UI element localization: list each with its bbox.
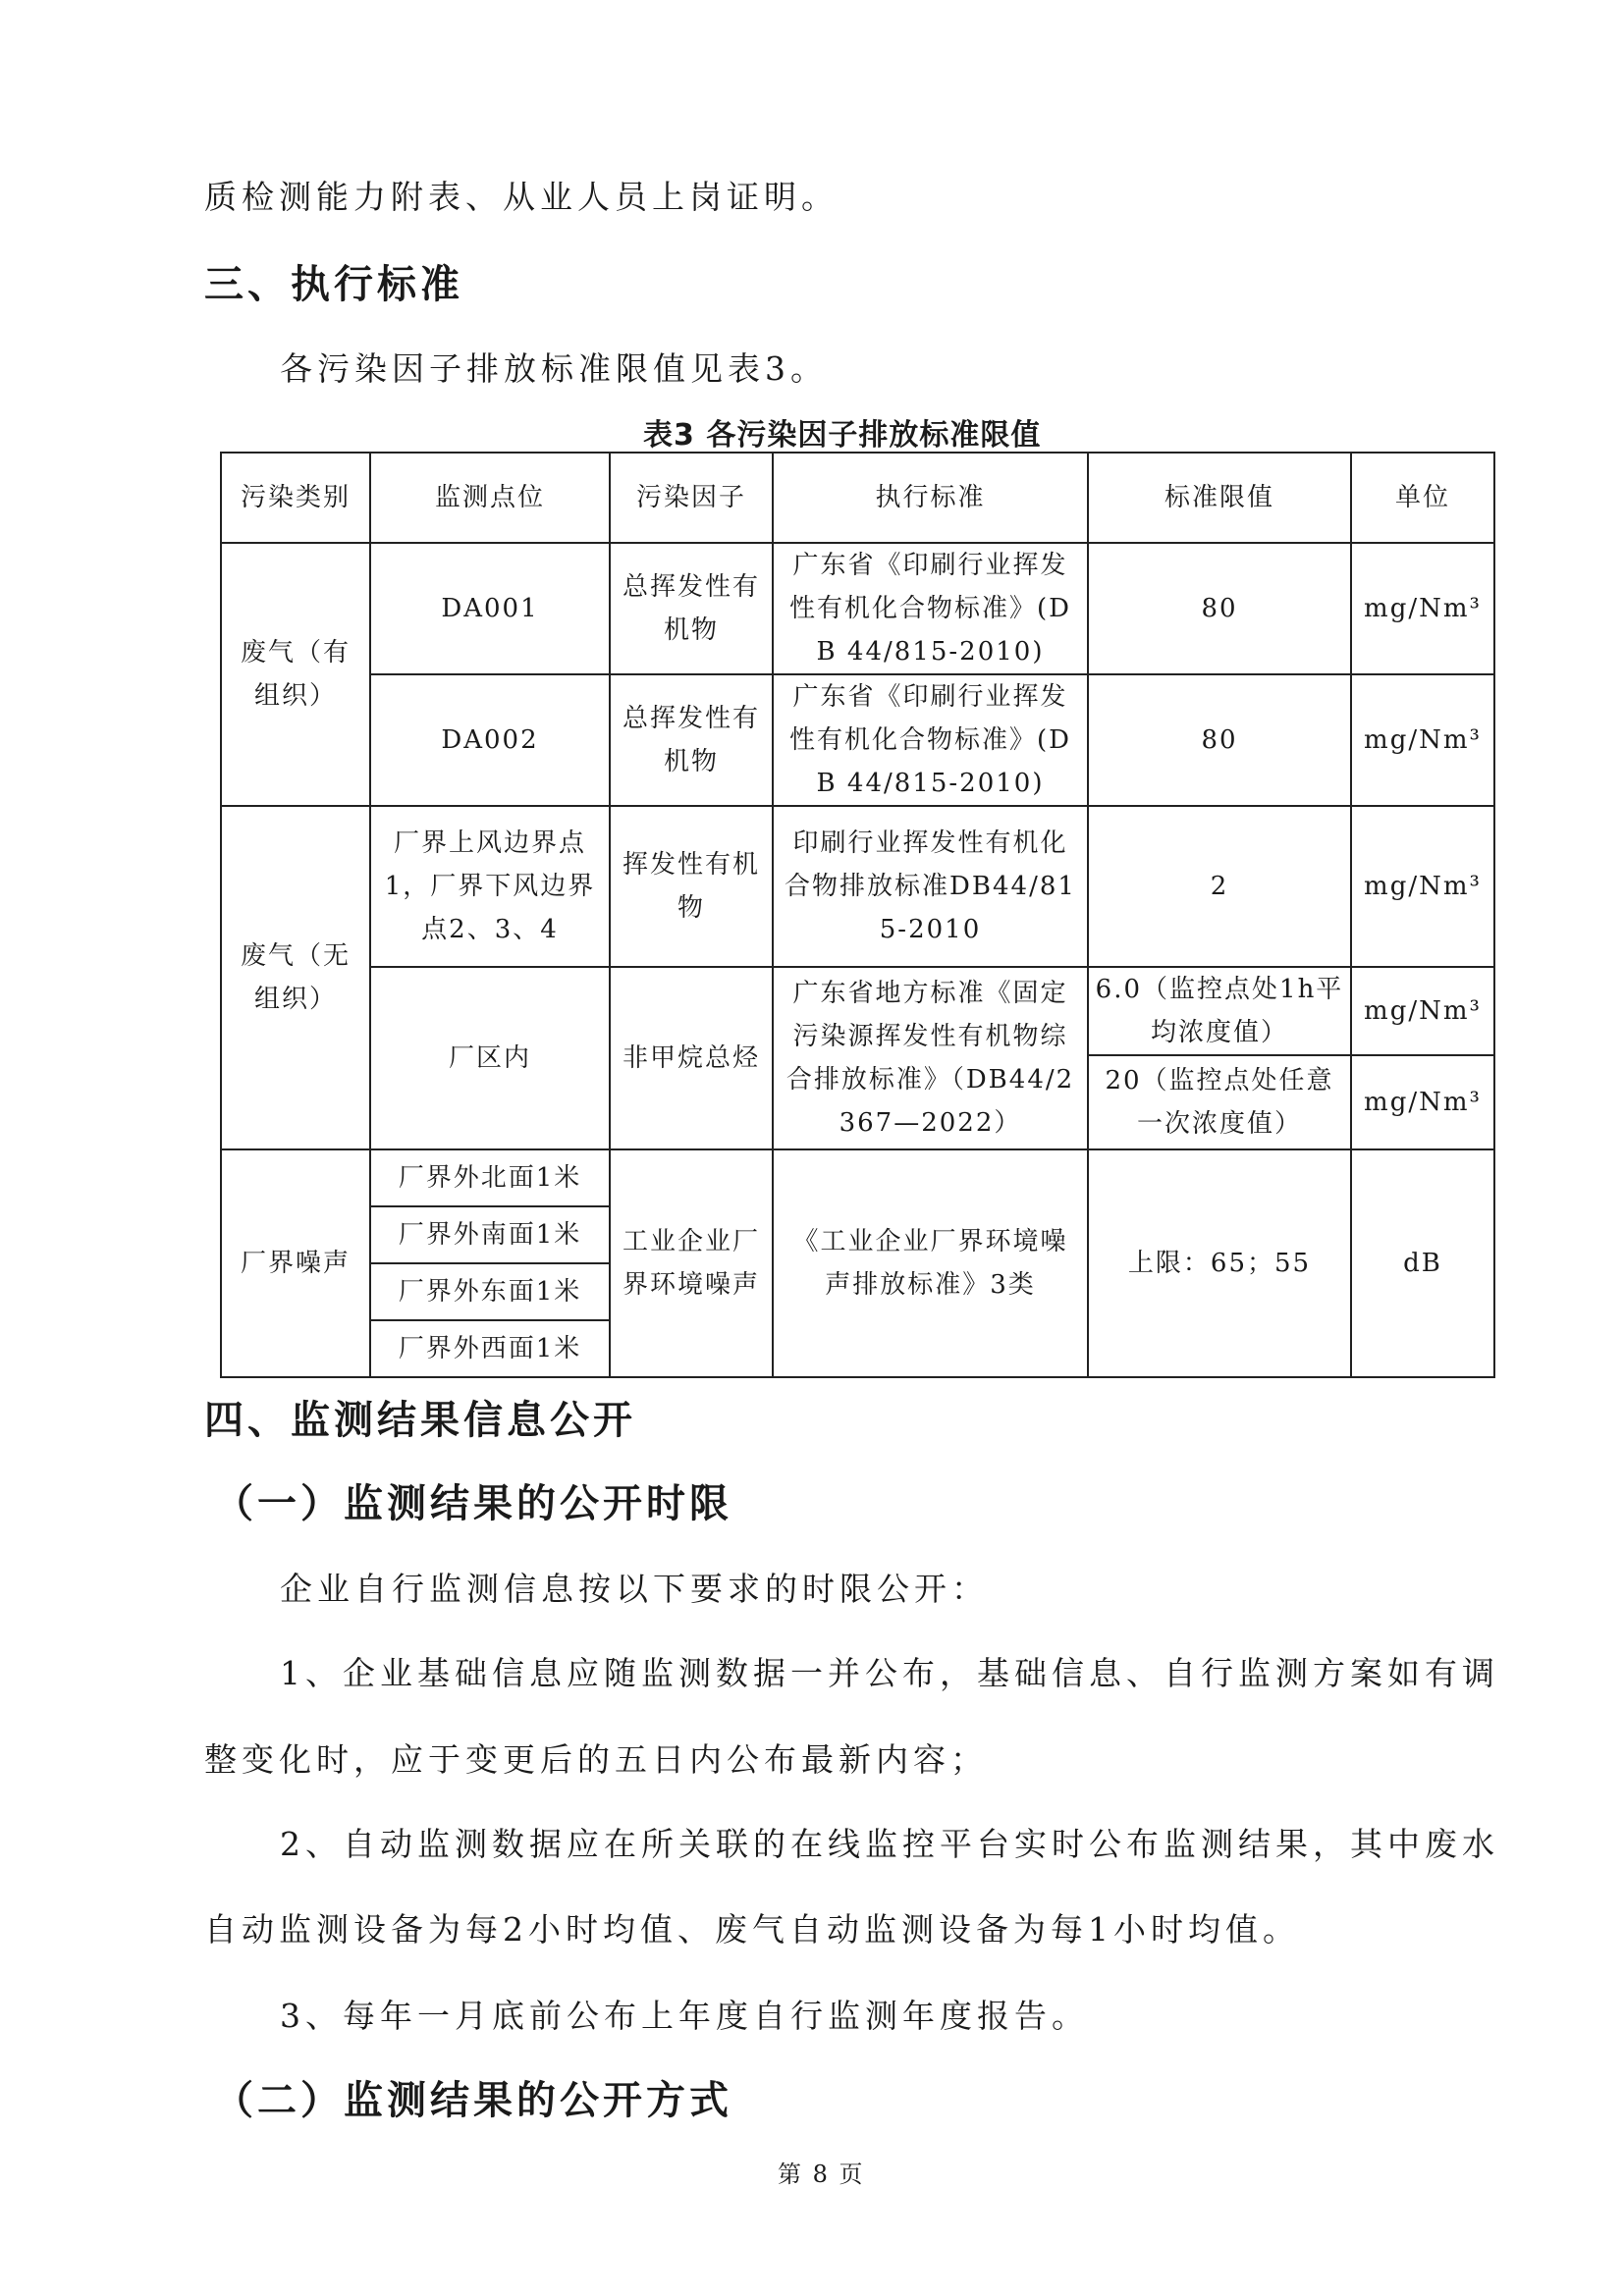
emission-standards-table (220, 452, 1495, 1378)
table-header-row (221, 453, 1494, 543)
time-limit-intro: 企业自行监测信息按以下要求的时限公开： (280, 1570, 989, 1608)
cell-category: 废气（无组织） (221, 806, 370, 1149)
cell-category: 废气（有组织） (221, 543, 370, 806)
cell-factor: 工业企业厂界环境噪声 (610, 1149, 773, 1377)
cell-factor: 总挥发性有机物 (610, 674, 773, 806)
cell-point: 厂界外西面1米 (370, 1320, 610, 1377)
page-number: 第 8 页 (778, 2161, 865, 2188)
cell-category: 厂界噪声 (221, 1149, 370, 1377)
cell-standard: 广东省《印刷行业挥发性有机化合物标准》(DB 44/815-2010) (773, 543, 1088, 674)
section-heading-disclosure: 四、监测结果信息公开 (204, 1398, 636, 1443)
header-standard: 执行标准 (773, 453, 1088, 543)
continued-paragraph: 质检测能力附表、从业人员上岗证明。 (204, 178, 839, 216)
cell-factor: 总挥发性有机物 (610, 543, 773, 674)
cell-point: DA001 (370, 543, 610, 674)
table-row (221, 674, 1494, 806)
header-limit: 标准限值 (1088, 453, 1351, 543)
cell-limit: 20（监控点处任意一次浓度值） (1088, 1055, 1351, 1149)
cell-unit: mg/Nm³ (1351, 1055, 1494, 1149)
header-factor: 污染因子 (610, 453, 773, 543)
cell-standard: 印刷行业挥发性有机化合物排放标准DB44/815-2010 (773, 806, 1088, 967)
cell-point: 厂界外东面1米 (370, 1263, 610, 1320)
cell-limit: 80 (1088, 674, 1351, 806)
subsection-heading-method: （二）监测结果的公开方式 (214, 2078, 732, 2123)
table-row (221, 1149, 1494, 1206)
cell-unit: dB (1351, 1149, 1494, 1377)
cell-point: DA002 (370, 674, 610, 806)
header-unit: 单位 (1351, 453, 1494, 543)
subsection-heading-time-limit: （一）监测结果的公开时限 (214, 1481, 732, 1526)
header-category: 污染类别 (221, 453, 370, 543)
cell-standard: 广东省地方标准《固定污染源挥发性有机物综合排放标准》（DB44/2367—2022） (773, 967, 1088, 1149)
cell-point: 厂界上风边界点1，厂界下风边界点2、3、4 (370, 806, 610, 967)
cell-unit: mg/Nm³ (1351, 967, 1494, 1055)
list-item-1-line-2: 整变化时，应于变更后的五日内公布最新内容； (204, 1740, 988, 1779)
cell-limit: 80 (1088, 543, 1351, 674)
table-row (221, 806, 1494, 967)
cell-standard: 广东省《印刷行业挥发性有机化合物标准》(DB 44/815-2010) (773, 674, 1088, 806)
cell-unit: mg/Nm³ (1351, 674, 1494, 806)
cell-unit: mg/Nm³ (1351, 806, 1494, 967)
list-item-2-line-2: 自动监测设备为每2小时均值、废气自动监测设备为每1小时均值。 (204, 1910, 1300, 1949)
table-row (221, 967, 1494, 1055)
standards-intro: 各污染因子排放标准限值见表3。 (280, 349, 828, 388)
cell-factor: 挥发性有机物 (610, 806, 773, 967)
cell-point: 厂区内 (370, 967, 610, 1149)
cell-point: 厂界外南面1米 (370, 1206, 610, 1263)
list-item-2-line-1: 2、自动监测数据应在所关联的在线监控平台实时公布监测结果，其中废水 (280, 1825, 1499, 1863)
cell-limit: 6.0（监控点处1h平均浓度值） (1088, 967, 1351, 1055)
table-row (221, 543, 1494, 674)
cell-limit: 2 (1088, 806, 1351, 967)
table-caption: 表3 各污染因子排放标准限值 (643, 418, 1042, 453)
list-item-1-line-1: 1、企业基础信息应随监测数据一并公布，基础信息、自行监测方案如有调 (280, 1654, 1499, 1692)
header-point: 监测点位 (370, 453, 610, 543)
cell-limit: 上限：65；55 (1088, 1149, 1351, 1377)
cell-standard: 《工业企业厂界环境噪声排放标准》3类 (773, 1149, 1088, 1377)
cell-factor: 非甲烷总烃 (610, 967, 773, 1149)
list-item-3: 3、每年一月底前公布上年度自行监测年度报告。 (280, 1997, 1089, 2035)
section-heading-standards: 三、执行标准 (204, 262, 463, 307)
cell-unit: mg/Nm³ (1351, 543, 1494, 674)
cell-point: 厂界外北面1米 (370, 1149, 610, 1206)
